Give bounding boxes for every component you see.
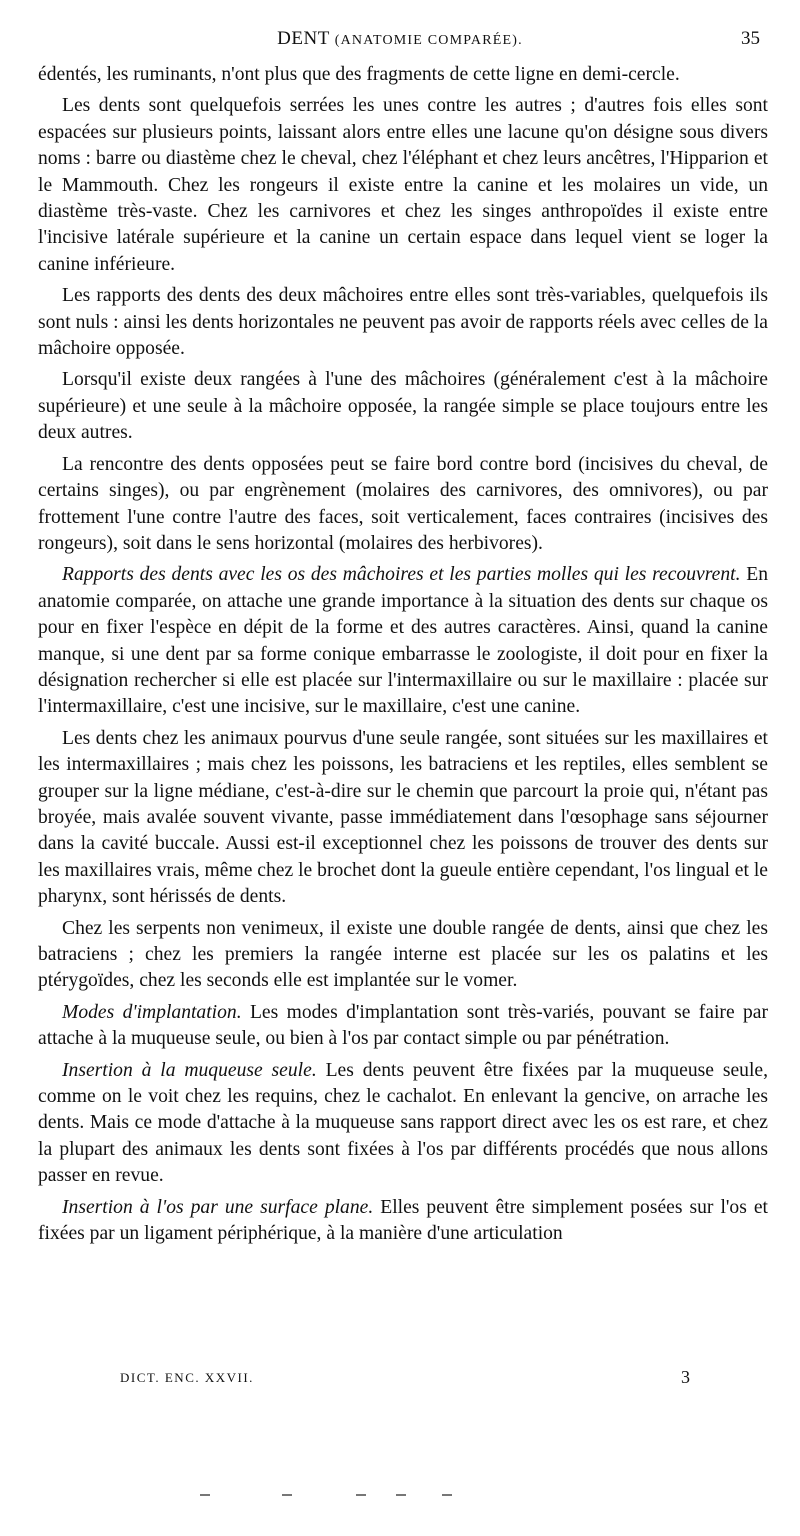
dash-mark (356, 1494, 366, 1496)
paragraph (38, 726, 768, 911)
paragraph-heading: Rapports des dents avec les os des mâchoires et les parties molles qui les recouvrent. (62, 564, 741, 586)
running-head (36, 28, 764, 56)
paragraph (38, 1058, 768, 1190)
paragraph (38, 916, 768, 995)
paragraph-text: édentés, les ruminants, n'ont plus que des fragments de cette ligne en demi-cercle. (38, 64, 680, 85)
printer-signature: DICT. ENC. XXVII. (120, 1370, 254, 1385)
paragraph-text: Les dents peuvent être fixées par la muqueuse seule, comme on le voit chez les requins, chez le cachalot. En enlevant la gencive, on arrache les dents. Mais ce mode d'attache à la muqueuse sans rapport direct avec les os est rare, et chez la plupart des animaux les dents sont fixées à l'os par différents procédés que nous allons passer en revue. (38, 1059, 768, 1187)
page-footer (120, 1367, 700, 1391)
paragraph-text: Les rapports des dents des deux mâchoires entre elles sont très-variables, quelquefois ils sont nuls : ainsi les dents horizontales ne peuvent pas avoir de rapports réels avec celles de la mâchoire opposée. (38, 285, 768, 360)
running-title-main: DENT (277, 28, 330, 49)
paragraph-text: Les dents chez les animaux pourvus d'une seule rangée, sont situées sur les maxillaires et les intermaxillaires ; mais chez les poissons, les batraciens et les reptiles, elles semblent se grouper sur la ligne médiane, c'est-à-dire sur le chemin que parcourt la proie qui, n'étant pas broyée, mais avalée souvent vivante, passe immédiatement dans l'œsophage sans séjourner dans la cavité buccale. Aussi est-il exceptionnel chez les poissons de trouver des dents sur les maxillaires vrais, même chez le brochet dont la gueule entière cependant, l'os lingual et le pharynx, sont hérissés de dents. (38, 727, 768, 908)
paragraph-text: La rencontre des dents opposées peut se faire bord contre bord (incisives du cheval, de certains singes), ou par engrènement (molaires des carnivores, des omnivores), ou par frottement l'une contre l'autre des faces, soit verticalement, faces contraires (incisives des rongeurs), soit dans le sens horizontal (molaires des herbivores). (38, 453, 768, 554)
paragraph-text: Lorsqu'il existe deux rangées à l'une des mâchoires (généralement c'est à la mâchoire supérieure) et une seule à la mâchoire opposée, la rangée simple se place toujours entre les deux autres. (38, 369, 768, 444)
paragraph (38, 62, 768, 88)
paragraph-text: Elles peuvent être simplement posées sur l'os et fixées par un ligament périphérique, à la manière d'une articulation (38, 1196, 768, 1245)
paragraph (38, 93, 768, 278)
dash-mark (396, 1494, 406, 1496)
paragraph (38, 1195, 768, 1248)
paragraph (38, 283, 768, 362)
paragraph-text: Chez les serpents non venimeux, il existe une double rangée de dents, ainsi que chez les batraciens ; chez les premiers la rangée interne est placée sur les os palatins et les ptérygoïdes, chez les seconds elle est implantée sur le vomer. (38, 917, 768, 992)
paragraph-heading: Insertion à l'os par une surface plane. (62, 1196, 374, 1218)
body-text (38, 62, 768, 1252)
page-number: 35 (741, 28, 760, 49)
paragraph (38, 562, 768, 720)
paragraph (38, 1000, 768, 1053)
paragraph-text: Les dents sont quelquefois serrées les unes contre les autres ; d'autres fois elles sont espacées sur plusieurs points, laissant alors entre elles une lacune qu'on désigne sous divers noms : barre ou diastème chez le cheval, chez l'éléphant et chez leurs ancêtres, l'Hipparion et le Mammouth. Chez les rongeurs il existe entre la canine et les molaires un vide, un diastème très-vaste. Chez les carnivores et chez les singes anthropoïdes il existe entre l'incisive latérale supérieure et la canine un certain espace dans lequel vient se loger la canine inférieure. (38, 95, 768, 275)
dash-mark (200, 1494, 210, 1496)
paragraph-text: Les modes d'implantation sont très-variés, pouvant se faire par attache à la muqueuse seule, ou bien à l'os par contact simple ou par pénétration. (38, 1001, 769, 1050)
running-title-sub: (ANATOMIE COMPARÉE). (334, 33, 523, 48)
paragraph-heading: Modes d'implantation. (62, 1001, 242, 1023)
scan-dashes (200, 1494, 460, 1498)
dash-mark (282, 1494, 292, 1496)
sheet-number: 3 (681, 1367, 690, 1387)
paragraph (38, 452, 768, 558)
dash-mark (442, 1494, 452, 1496)
paragraph-heading: Insertion à la muqueuse seule. (62, 1059, 317, 1081)
paragraph (38, 367, 768, 446)
running-title (36, 28, 764, 50)
paragraph-text: En anatomie comparée, on attache une grande importance à la situation des dents sur chaque os pour en fixer l'espèce en dépit de la forme et des autres caractères. Ainsi, quand la canine manque, si une dent par sa forme conique embarrasse le zoologiste, il doit pour en fixer la désignation rechercher si elle est placée sur l'intermaxillaire ou sur le maxillaire : placée sur l'intermaxillaire, c'est une incisive, sur le maxillaire, c'est une canine. (38, 564, 768, 718)
